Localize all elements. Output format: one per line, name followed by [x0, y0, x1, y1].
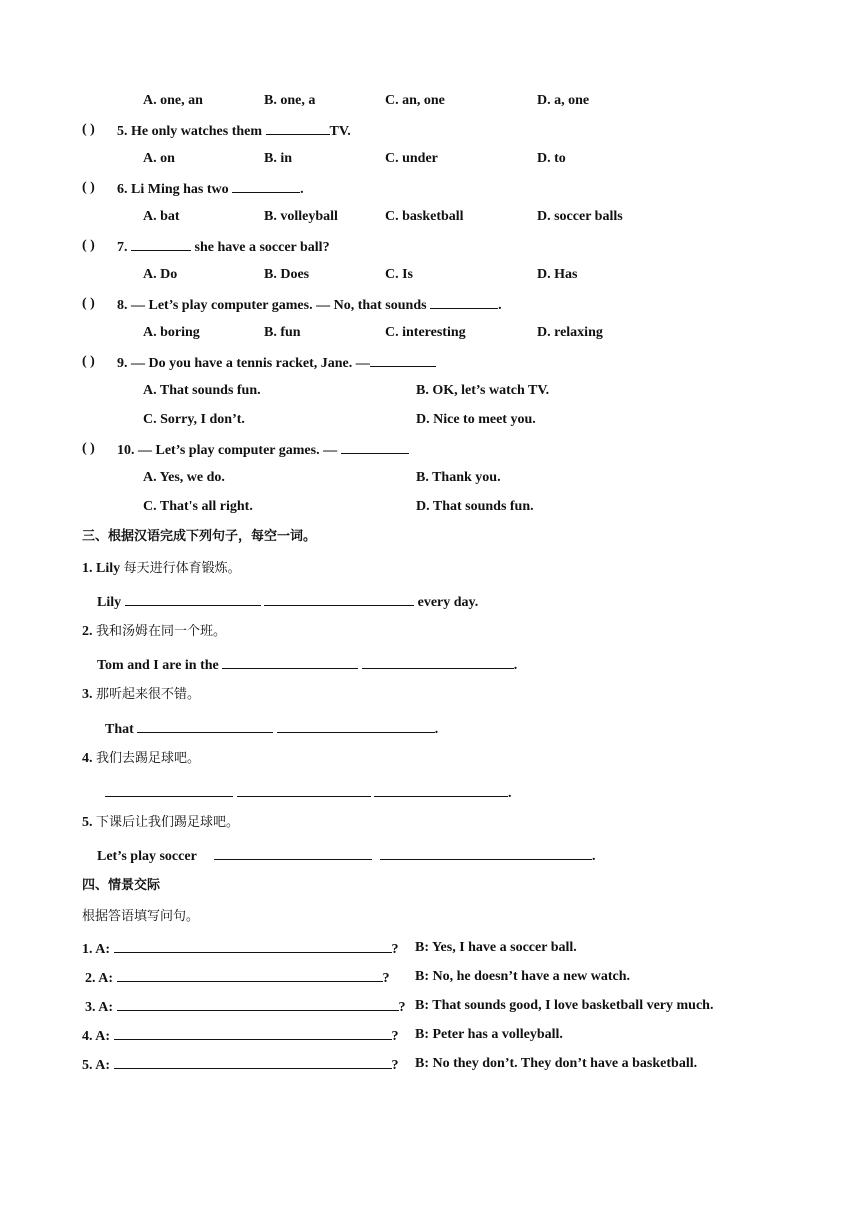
answer-text: every day. — [414, 595, 479, 610]
answer-text: . — [592, 849, 596, 864]
question-text: TV. — [329, 124, 351, 139]
question-text: . — [498, 298, 502, 313]
option: A. Yes, we do. — [143, 470, 225, 485]
option: B. Does — [264, 267, 310, 282]
answer-paren[interactable]: ( ) — [82, 354, 95, 369]
answer-blank[interactable] — [277, 719, 435, 733]
option: B. one, a — [264, 93, 316, 108]
question-mark: ? — [391, 942, 399, 957]
reply-b: B: Yes, I have a soccer ball. — [415, 940, 577, 955]
answer-paren[interactable]: ( ) — [82, 441, 95, 456]
option: C. That's all right. — [143, 499, 253, 514]
item-number: 3. — [82, 687, 96, 702]
chinese-prompt: 每天进行体育锻炼。 — [123, 561, 241, 576]
question-text: 10. — Let’s play computer games. — — [117, 443, 341, 458]
option: D. a, one — [537, 93, 590, 108]
chinese-prompt: 下课后让我们踢足球吧。 — [96, 815, 240, 830]
answer-blank[interactable] — [362, 655, 514, 669]
answer-blank[interactable] — [117, 997, 399, 1011]
answer-blank[interactable] — [266, 121, 330, 135]
option: C. an, one — [385, 93, 445, 108]
speaker-a: 1. A: — [82, 942, 114, 957]
question-text: 6. Li Ming has two — [117, 182, 233, 197]
option: D. relaxing — [537, 325, 603, 340]
answer-blank[interactable] — [222, 655, 358, 669]
answer-blank[interactable] — [430, 295, 498, 309]
answer-blank[interactable] — [264, 592, 414, 606]
speaker-a: 3. A: — [85, 1000, 117, 1015]
option: A. boring — [143, 325, 200, 340]
option: B. Thank you. — [416, 470, 501, 485]
option: D. to — [537, 151, 566, 166]
answer-blank[interactable] — [214, 846, 372, 860]
option: C. interesting — [385, 325, 466, 340]
answer-blank[interactable] — [125, 592, 261, 606]
option: A. That sounds fun. — [143, 383, 261, 398]
reply-b: B: No they don’t. They don’t have a basketball. — [415, 1056, 698, 1071]
answer-text: Tom and I are in the — [97, 658, 223, 673]
answer-blank[interactable] — [117, 968, 383, 982]
question-text: 5. He only watches them — [117, 124, 266, 139]
answer-text: Let’s play soccer — [97, 849, 201, 864]
option: A. one, an — [143, 93, 203, 108]
answer-blank[interactable] — [341, 440, 409, 454]
answer-text: . — [434, 722, 439, 737]
reply-b: B: Peter has a volleyball. — [415, 1027, 563, 1042]
chinese-prompt: 我和汤姆在同一个班。 — [96, 624, 227, 639]
answer-blank[interactable] — [105, 783, 233, 797]
answer-text: . — [508, 786, 512, 801]
question-mark: ? — [391, 1058, 399, 1073]
reply-b: B: No, he doesn’t have a new watch. — [415, 969, 631, 984]
option: B. fun — [264, 325, 301, 340]
option: A. on — [143, 151, 175, 166]
option: A. Do — [143, 267, 178, 282]
answer-blank[interactable] — [114, 1026, 392, 1040]
answer-blank[interactable] — [380, 846, 592, 860]
option: D. Has — [537, 267, 578, 282]
chinese-prompt: 那听起来很不错。 — [96, 687, 201, 702]
answer-paren[interactable]: ( ) — [82, 238, 95, 253]
answer-text: . — [513, 658, 518, 673]
answer-blank[interactable] — [114, 1055, 392, 1069]
answer-blank[interactable] — [232, 179, 300, 193]
option: D. Nice to meet you. — [416, 412, 536, 427]
answer-text: Lily — [97, 595, 125, 610]
chinese-prompt: 我们去踢足球吧。 — [96, 751, 201, 766]
option: C. Is — [385, 267, 414, 282]
item-number: 5. — [82, 815, 96, 830]
question-text: 9. — Do you have a tennis racket, Jane. — — [117, 356, 370, 371]
option: B. in — [264, 151, 293, 166]
answer-paren[interactable]: ( ) — [82, 296, 95, 311]
speaker-a: 5. A: — [82, 1058, 114, 1073]
answer-blank[interactable] — [137, 719, 273, 733]
answer-blank[interactable] — [237, 783, 371, 797]
speaker-a: 4. A: — [82, 1029, 114, 1044]
question-mark: ? — [391, 1029, 399, 1044]
option: C. basketball — [385, 209, 464, 224]
answer-blank[interactable] — [370, 353, 436, 367]
answer-blank[interactable] — [131, 237, 191, 251]
option: B. OK, let’s watch TV. — [416, 383, 550, 398]
item-number: 1. Lily — [82, 561, 124, 576]
answer-text: That — [105, 722, 138, 737]
item-number: 2. — [82, 624, 96, 639]
question-text: 8. — Let’s play computer games. — No, that sounds — [117, 298, 431, 313]
reply-b: B: That sounds good, I love basketball very much. — [415, 998, 714, 1013]
answer-blank[interactable] — [374, 783, 508, 797]
option: C. Sorry, I don’t. — [143, 412, 245, 427]
answer-blank[interactable] — [114, 939, 392, 953]
answer-paren[interactable]: ( ) — [82, 180, 95, 195]
question-mark: ? — [398, 1000, 406, 1015]
question-text: she have a soccer ball? — [191, 240, 330, 255]
answer-paren[interactable]: ( ) — [82, 122, 95, 137]
option: D. That sounds fun. — [416, 499, 534, 514]
option: B. volleyball — [264, 209, 338, 224]
item-number: 4. — [82, 751, 96, 766]
question-text: . — [300, 182, 304, 197]
option: C. under — [385, 151, 438, 166]
option: D. soccer balls — [537, 209, 623, 224]
option: A. bat — [143, 209, 180, 224]
question-mark: ? — [382, 971, 390, 986]
question-text: 7. — [117, 240, 131, 255]
speaker-a: 2. A: — [85, 971, 117, 986]
